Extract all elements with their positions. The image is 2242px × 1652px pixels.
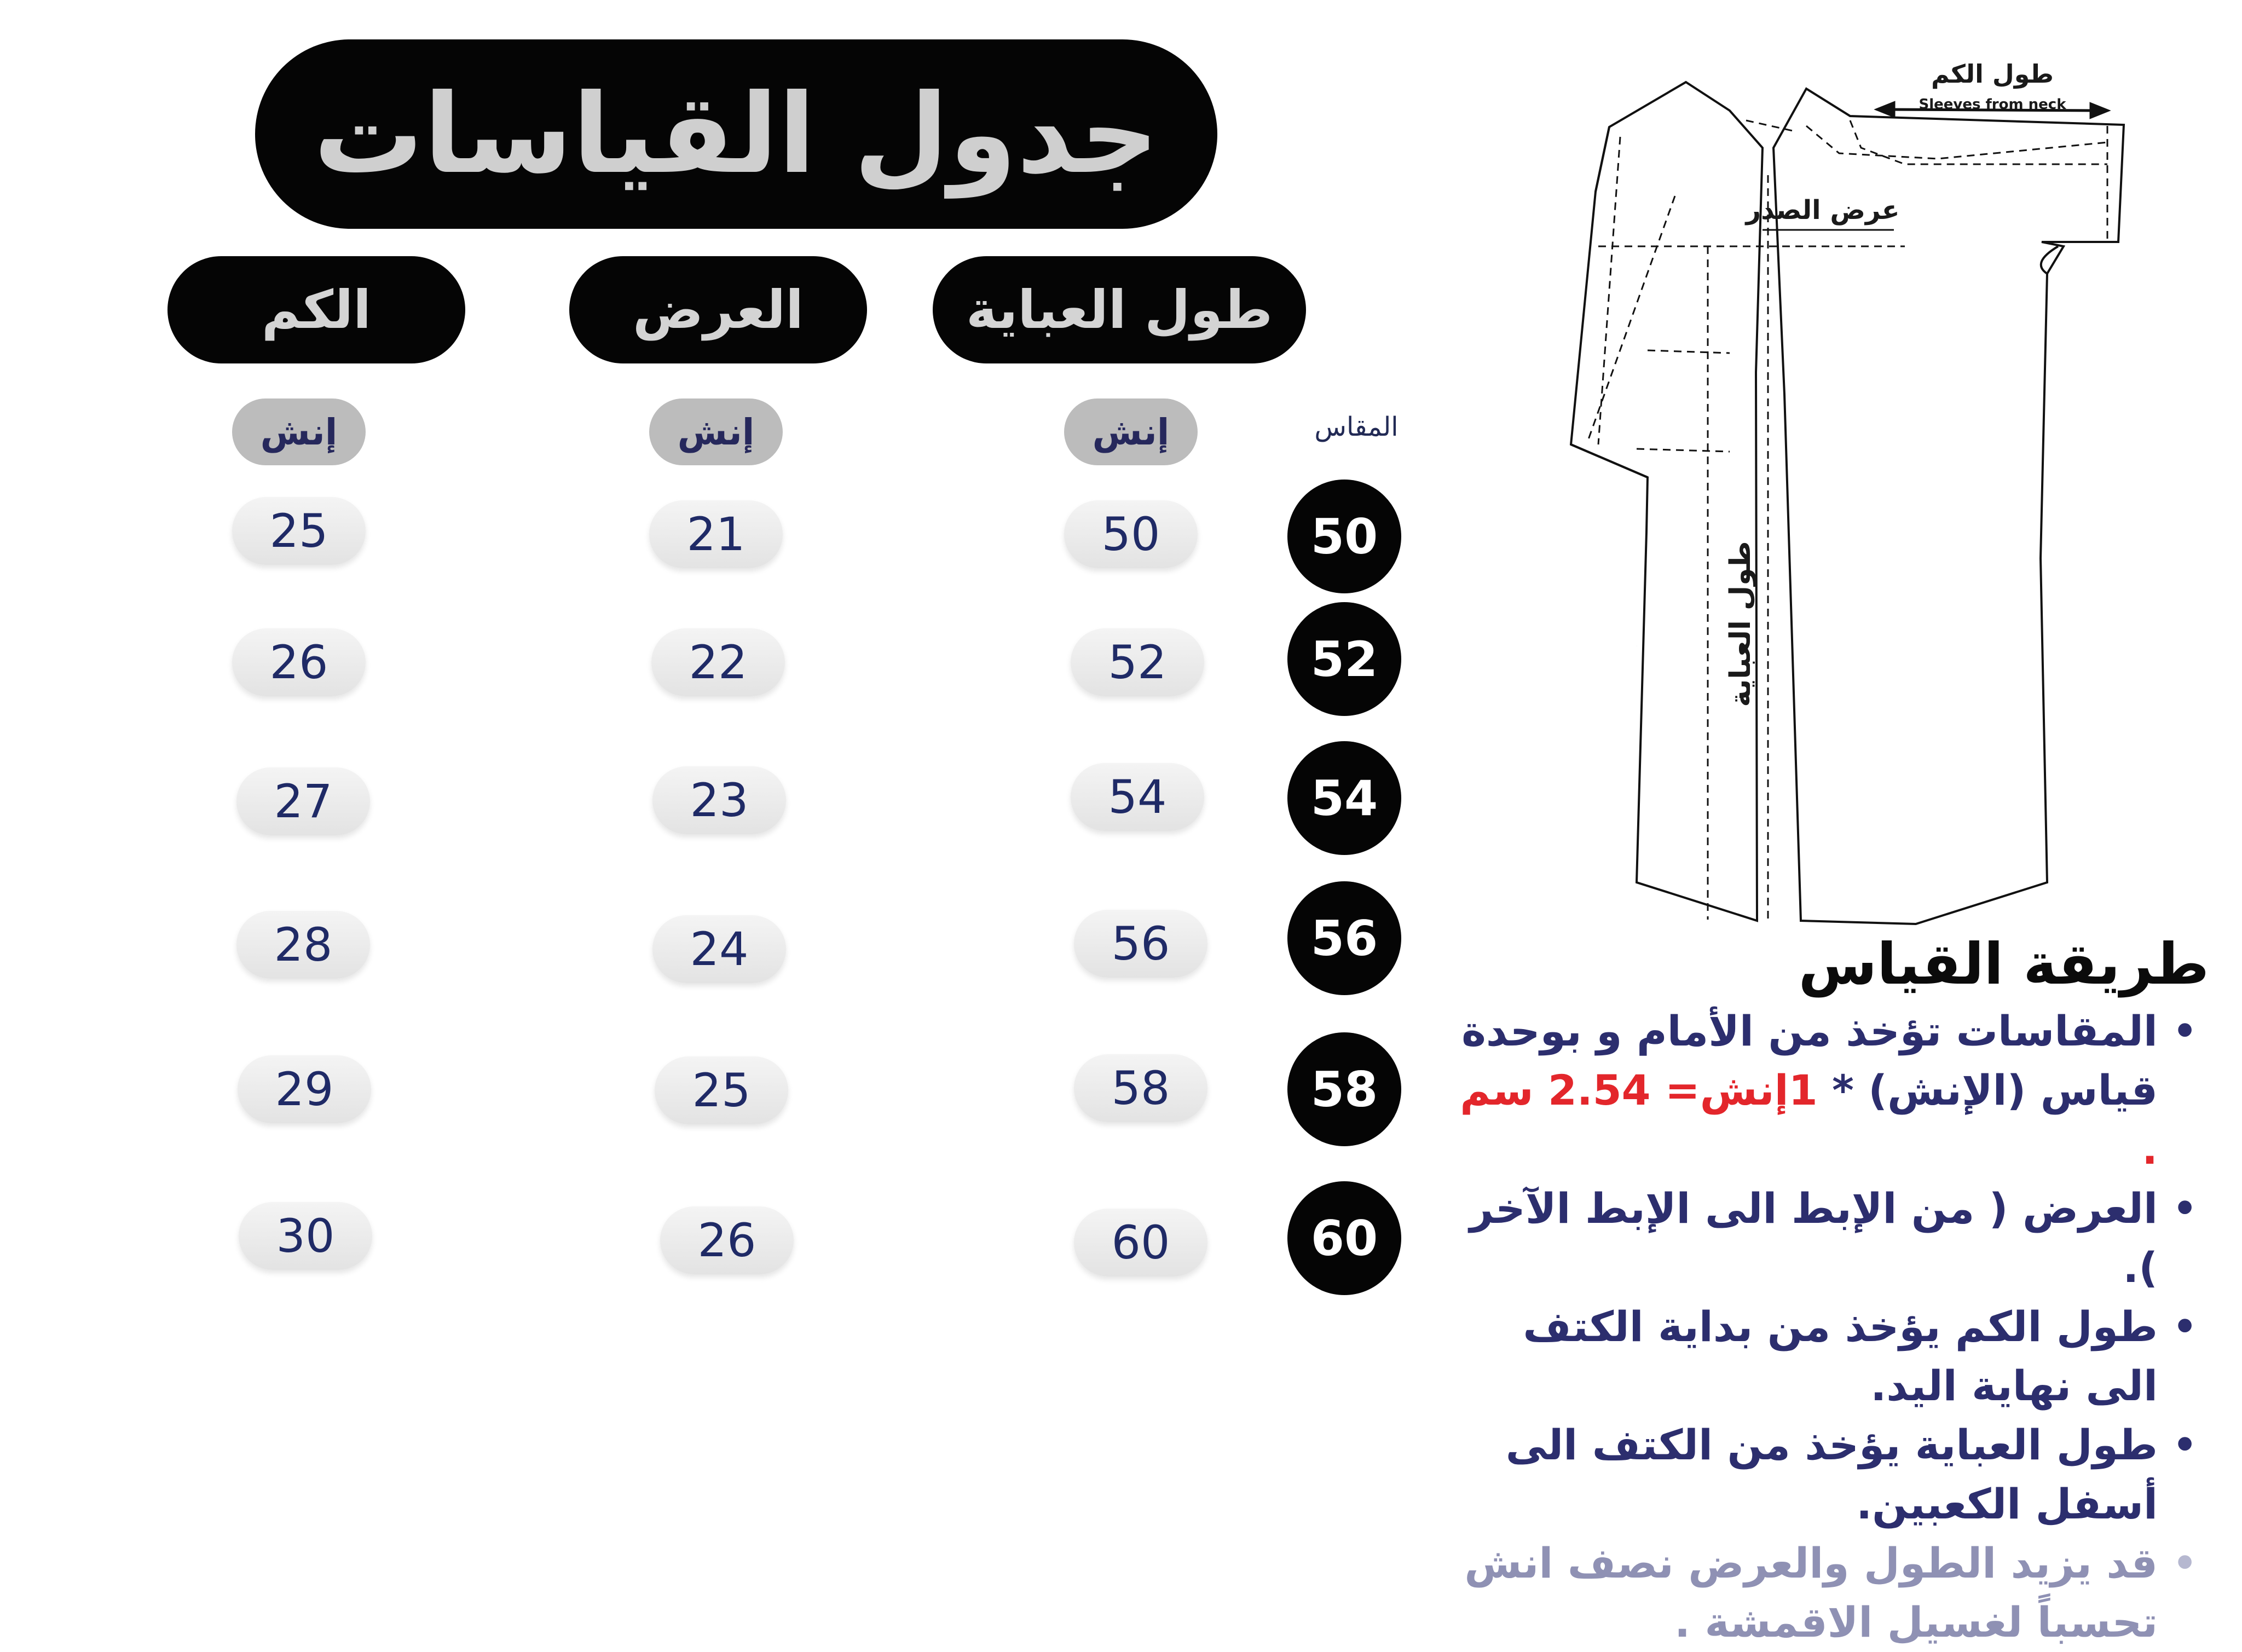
sleeve-value: 30 [276, 1209, 335, 1263]
length-value: 56 [1111, 917, 1170, 971]
sleeve-value: 26 [269, 636, 328, 689]
unit-pill-length [1064, 398, 1198, 465]
size-circle [1287, 1181, 1401, 1295]
unit-label: إنش [677, 411, 755, 453]
size-circle [1287, 741, 1401, 855]
sleeve-value: 27 [274, 775, 333, 828]
left-panel-outline [1571, 82, 1763, 921]
sleeve-value: 25 [269, 504, 328, 558]
sleeve-value-pill [236, 911, 370, 979]
measuring-method-title: طريقة القياس [1798, 931, 2209, 997]
header-width-label: العرض [633, 279, 804, 340]
instruction-item [1437, 1179, 2204, 1297]
instruction-highlight: 1إنش= 2.54 سم . [1460, 1066, 2158, 1174]
instruction-item [1437, 1416, 2204, 1534]
width-value: 21 [686, 507, 746, 561]
unit-label: إنش [1092, 411, 1170, 453]
header-width [569, 256, 867, 363]
page-title: جدول القياسات [313, 70, 1159, 198]
width-value-pill [652, 766, 786, 834]
length-value-pill [1074, 910, 1207, 978]
length-value: 52 [1108, 636, 1167, 689]
instruction-text: طول الكم يؤخذ من بداية الكتف الى نهاية اليد. [1523, 1302, 2158, 1410]
size-circle [1287, 480, 1401, 593]
length-value: 60 [1111, 1216, 1170, 1269]
sleeve-value-pill [238, 1055, 371, 1123]
instruction-item [1437, 1002, 2204, 1179]
length-value: 54 [1108, 770, 1167, 824]
length-value-pill [1074, 1054, 1207, 1122]
chest-width-label: عرض الصدر [1746, 195, 1900, 226]
unit-label: إنش [260, 411, 338, 453]
size-value: 50 [1310, 508, 1378, 565]
shoulder-dashed [1806, 126, 2107, 159]
bullet-icon: • [2172, 1009, 2197, 1054]
instructions-list [1437, 1002, 2204, 1652]
size-circle [1287, 881, 1401, 995]
sleeve-value: 29 [275, 1062, 334, 1116]
sleeve-sublabel: Sleeves from neck [1919, 96, 2066, 113]
abaya-length-label: طول العباية [1724, 541, 1757, 707]
width-value-pill [660, 1206, 794, 1274]
instruction-text: العرض ( من الإبط الى الإبط الآخر ). [1469, 1184, 2158, 1292]
instruction-text: قد يزيد الطول والعرض نصف انش تحسباً لغسيل الاقمشة . [1464, 1539, 2158, 1647]
bullet-icon: • [2172, 1186, 2197, 1231]
header-sleeve [167, 256, 465, 363]
bullet-icon: • [2172, 1423, 2197, 1468]
instruction-item [1437, 1534, 2204, 1652]
width-value: 25 [692, 1064, 751, 1117]
size-column-label: المقاس [1314, 412, 1399, 442]
header-sleeve-label: الكم [261, 279, 372, 340]
unit-pill-sleeve [232, 398, 366, 465]
sleeve-value-pill [232, 628, 366, 696]
instruction-text: المقاسات تؤخذ من الأمام و بوحدة قياس (الإنش) * [1461, 1007, 2158, 1114]
size-value: 58 [1310, 1061, 1378, 1118]
length-value: 58 [1111, 1061, 1170, 1115]
title-banner [255, 39, 1217, 229]
sleeve-value: 28 [274, 918, 333, 972]
width-value: 22 [689, 636, 748, 689]
sleeve-value-pill [236, 767, 370, 835]
length-value-pill [1071, 763, 1204, 831]
size-value: 56 [1310, 910, 1378, 967]
length-value-pill [1064, 500, 1198, 568]
width-value-pill [651, 628, 785, 696]
width-value: 23 [690, 773, 749, 827]
size-value: 60 [1310, 1210, 1378, 1267]
width-value: 24 [690, 922, 749, 976]
instruction-item [1437, 1297, 2204, 1416]
size-value: 54 [1310, 770, 1378, 827]
sleeve-arrow-right [2091, 104, 2107, 117]
width-value-pill [652, 915, 786, 983]
width-value-pill [649, 500, 783, 568]
size-circle [1287, 602, 1401, 716]
unit-pill-width [649, 398, 783, 465]
width-value: 26 [697, 1214, 756, 1267]
sleeve-arrow-left [1877, 103, 1894, 116]
width-value-pill [655, 1056, 788, 1124]
length-value: 50 [1101, 507, 1160, 561]
sleeve-length-label: طول الكم [1931, 59, 2054, 89]
sleeve-value-pill [239, 1202, 372, 1270]
bullet-icon: • [2172, 1541, 2197, 1586]
length-value-pill [1074, 1209, 1207, 1276]
bullet-icon: • [2172, 1304, 2197, 1349]
sleeve-value-pill [232, 497, 366, 565]
size-value: 52 [1310, 631, 1378, 688]
instruction-text: طول العباية يؤخذ من الكتف الى أسفل الكعبين. [1505, 1420, 2158, 1528]
length-value-pill [1071, 628, 1204, 696]
header-length [933, 256, 1306, 363]
size-circle [1287, 1032, 1401, 1146]
header-length-label: طول العباية [966, 279, 1273, 340]
